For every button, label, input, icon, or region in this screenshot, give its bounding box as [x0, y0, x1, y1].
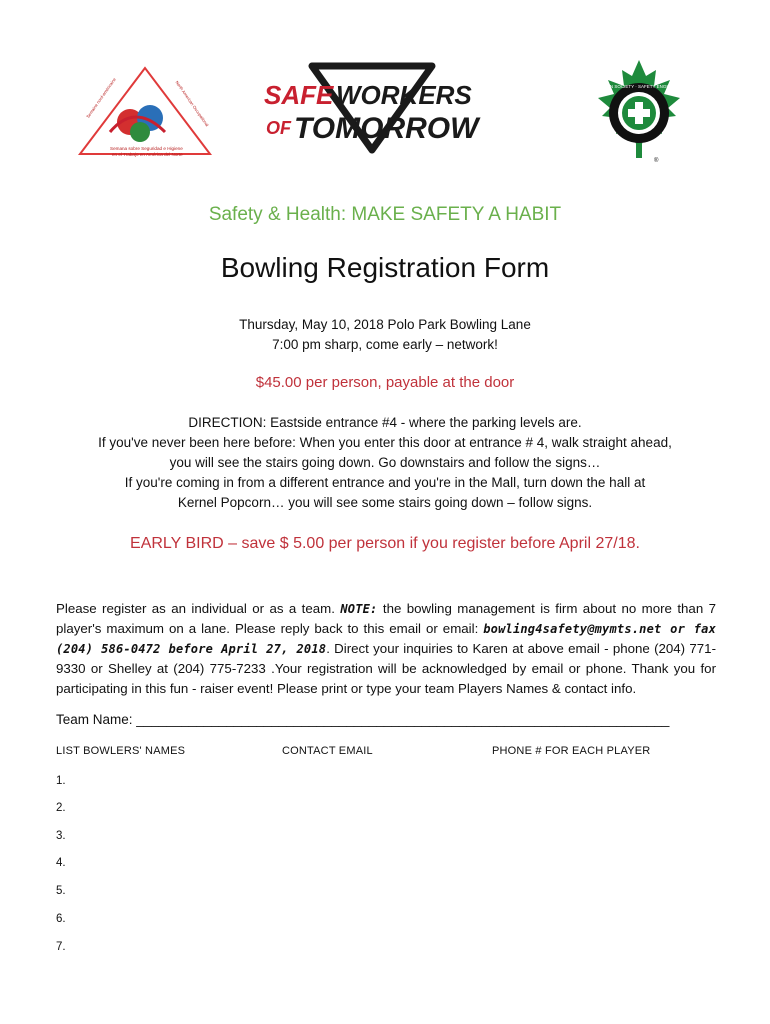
bowler-row-6[interactable]: 6. [56, 913, 66, 925]
logo-registered-mark: ® [654, 158, 659, 164]
logo-left-text-1: Semana sobre Seguridad e Higiene [110, 146, 183, 151]
page-subtitle: Safety & Health: MAKE SAFETY A HABIT [208, 204, 562, 225]
bowler-row-5[interactable]: 5. [56, 885, 66, 897]
logo-left-text-3: Semaine nord-américaine [85, 76, 117, 119]
bowler-row-3[interactable]: 3. [56, 830, 66, 842]
event-time: 7:00 pm sharp, come early – network! [272, 337, 498, 352]
column-header-phone: PHONE # FOR EACH PLAYER [492, 745, 651, 757]
instructions-part-3: . Direct your inquiries to Karen at above email - phone (204) 771-9330 or Shelley at (204) 775-7233 .Your registration will be acknowledged by email or phone. Thank you for participating in this fun - raiser event! Please print or type your team Players Names & contact info. [56, 641, 716, 696]
logo-csse-ring-text: CANADIAN SOCIETY · SAFETY ENGINEERING [589, 84, 689, 89]
page-title: Bowling Registration Form [220, 252, 550, 283]
bowler-row-1[interactable]: 1. [56, 775, 66, 787]
directions-line-3: you will see the stairs going down. Go downstairs and follow the signs… [169, 455, 601, 470]
logo-workers-text: WORKERS [336, 80, 472, 110]
note-label: NOTE: [340, 602, 378, 616]
directions-line-5: Kernel Popcorn… you will see some stairs going down – follow signs. [177, 495, 593, 510]
instructions-part-2: the bowling management is firm about no more than 7 player's maximum on a lane. Please reply back to this email or email: [56, 601, 717, 636]
logo-tomorrow-text: TOMORROW [294, 112, 479, 145]
csse-logo [584, 58, 694, 168]
contact-email-fax[interactable]: bowling4safety@mymts.net or fax (204) 586-0472 before April 27, 2018 [56, 622, 716, 656]
event-date-location: Thursday, May 10, 2018 Polo Park Bowling Lane [239, 317, 531, 332]
logo-left-text-2: en el Trabajo en América del Norte [112, 152, 183, 157]
logo-left-text-4: North American Occupational [174, 79, 210, 128]
logo-safe-text: SAFE [264, 80, 334, 110]
instructions-part-1: Please register as an individual or as a team. [56, 601, 335, 616]
event-price: $45.00 per person, payable at the door [255, 374, 515, 391]
early-bird-notice: EARLY BIRD – save $ 5.00 per person if you register before April 27/18. [130, 535, 640, 552]
naosh-week-logo [70, 62, 220, 162]
directions-line-4: If you're coming in from a different entrance and you're in the Mall, turn down the hall at [124, 475, 646, 490]
directions-line-2: If you've never been here before: When you enter this door at entrance # 4, walk straight ahead, [98, 435, 672, 450]
column-header-names: LIST BOWLERS' NAMES [56, 745, 186, 757]
bowler-row-2[interactable]: 2. [56, 802, 66, 814]
bowler-row-7[interactable]: 7. [56, 941, 66, 953]
safe-workers-of-tomorrow-logo [262, 62, 482, 154]
team-name-field[interactable]: Team Name: _______________________________________________________________________ [56, 712, 670, 727]
logo-of-text: OF [266, 118, 291, 138]
column-header-email: CONTACT EMAIL [282, 745, 373, 757]
directions-line-1: DIRECTION: Eastside entrance #4 - where the parking levels are. [188, 415, 582, 430]
instructions-paragraph [56, 599, 716, 699]
bowler-row-4[interactable]: 4. [56, 857, 66, 869]
